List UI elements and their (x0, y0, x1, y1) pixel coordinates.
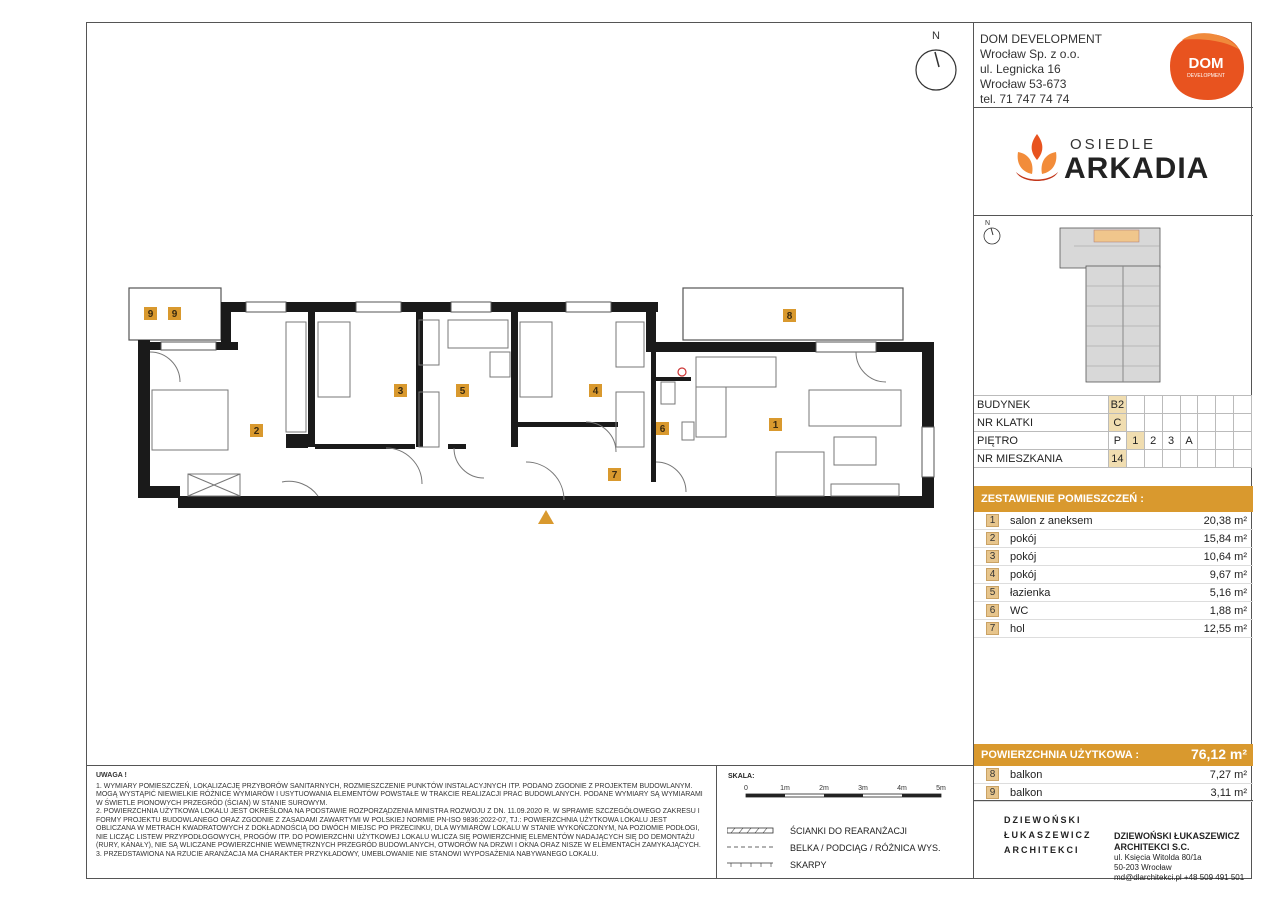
room-number: 2 (986, 532, 999, 545)
room-number: 3 (986, 550, 999, 563)
info-row-label: NR MIESZKANIA (974, 450, 1108, 468)
info-cell (1234, 432, 1252, 450)
room-row (974, 548, 1253, 566)
room-area: 10,64 m² (1203, 551, 1247, 563)
info-cell: B2 (1108, 396, 1126, 414)
compass-north-label: N (932, 30, 940, 42)
info-panel (973, 22, 1252, 882)
room-label: 9 (171, 309, 178, 320)
dom-development-logo (1164, 30, 1248, 104)
room-name: WC (1010, 605, 1029, 617)
room-name: hol (1010, 623, 1025, 635)
room-area: 1,88 m² (1209, 605, 1247, 617)
architect-logo-line-3: ARCHITEKCI (1004, 845, 1080, 855)
key-plan-compass-icon (984, 220, 1000, 244)
info-cell (1162, 450, 1180, 468)
room-row (974, 584, 1253, 602)
info-cell: 14 (1108, 450, 1126, 468)
info-cell (1216, 432, 1234, 450)
room-label: 8 (786, 311, 793, 322)
osiedle-arkadia-logo (1012, 132, 1222, 192)
info-cell (1234, 414, 1252, 432)
legend-block (717, 765, 973, 879)
info-row (974, 396, 1252, 414)
room-name: balkon (1010, 769, 1043, 781)
room-row (974, 512, 1253, 530)
svg-text:DOM: DOM (1188, 55, 1224, 72)
developer-phone: tel. 71 747 74 74 (980, 92, 1070, 106)
floor-plan (86, 22, 973, 765)
room-name: pokój (1010, 569, 1037, 581)
legend-item-rearrangement: ŚCIANKI DO REARANŻACJI (790, 826, 908, 836)
info-row (974, 450, 1252, 468)
arkadia-title: ARKADIA (1064, 152, 1210, 185)
info-cell: 3 (1162, 432, 1180, 450)
info-cell (1144, 450, 1162, 468)
room-label: 5 (459, 386, 466, 397)
architect-contact: md@dlarchitekci.pl +48 509 491 501 (1114, 873, 1245, 882)
developer-address (980, 32, 1102, 107)
info-cell (1126, 414, 1144, 432)
info-cell: P (1108, 432, 1126, 450)
room-name: pokój (1010, 551, 1037, 563)
scale-tick-label: 3m (858, 785, 868, 792)
architect-address-1: ul. Księcia Witolda 80/1a (1114, 853, 1202, 862)
room-area: 3,11 m² (1210, 787, 1247, 799)
info-cell (1198, 414, 1216, 432)
room-number: 9 (986, 786, 999, 799)
scale-bar (737, 782, 957, 806)
room-row (974, 566, 1253, 584)
architect-firm-name-2: ARCHITEKCI S.C. (1114, 842, 1190, 852)
building-key-plan (974, 216, 1253, 386)
info-row-label: BUDYNEK (974, 396, 1108, 414)
room-number: 7 (986, 622, 999, 635)
info-cell (1216, 450, 1234, 468)
notes-heading: UWAGA ! (96, 772, 127, 779)
room-area: 5,16 m² (1209, 587, 1247, 599)
architect-address-2: 50-203 Wrocław (1114, 863, 1172, 872)
legend-symbols (727, 824, 787, 872)
developer-line-3: ul. Legnicka 16 (980, 62, 1061, 76)
info-cell (1144, 414, 1162, 432)
info-cell (1180, 450, 1198, 468)
arkadia-subtitle: OSIEDLE (1070, 136, 1157, 153)
room-number: 8 (986, 768, 999, 781)
info-cell (1126, 450, 1144, 468)
notes-block (86, 765, 717, 879)
room-name: pokój (1010, 533, 1037, 545)
legend-item-beam: BELKA / PODCIĄG / RÓŻNICA WYS. (790, 843, 941, 853)
legend-item-slopes: SKARPY (790, 860, 827, 870)
entrance-marker (538, 510, 554, 524)
room-row (974, 602, 1253, 620)
room-area: 15,84 m² (1203, 533, 1247, 545)
info-cell: C (1108, 414, 1126, 432)
info-cell (1198, 432, 1216, 450)
floor-plan-drawing (86, 22, 973, 765)
balcony-list (974, 766, 1253, 802)
note-3: 3. PRZEDSTAWIONA NA RZUCIE ARANŻACJA MA CHARAKTER PRZYKŁADOWY, UMEBLOWANIE NIE STANOWI WYPOSAŻENIA NABYWANEGO LOKALU. (96, 850, 599, 858)
info-cell (1162, 414, 1180, 432)
architect-block (974, 800, 1253, 882)
scale-tick-label: 1m (780, 785, 790, 792)
scale-tick-label: 4m (897, 785, 907, 792)
architect-firm-name: DZIEWOŃSKI ŁUKASZEWICZ (1114, 831, 1240, 841)
info-cell (1126, 396, 1144, 414)
info-cell (1162, 396, 1180, 414)
usable-area-bar (974, 744, 1253, 766)
info-cell (1180, 396, 1198, 414)
room-row (974, 530, 1253, 548)
developer-line-4: Wrocław 53-673 (980, 77, 1067, 91)
room-name: salon z aneksem (1010, 515, 1093, 527)
room-number: 1 (986, 514, 999, 527)
architect-logo-line-2: ŁUKASZEWICZ (1004, 830, 1092, 840)
info-cell (1216, 414, 1234, 432)
room-list (974, 512, 1253, 638)
room-area: 20,38 m² (1203, 515, 1247, 527)
room-summary-heading: ZESTAWIENIE POMIESZCZEŃ : (974, 486, 1253, 512)
room-number: 6 (986, 604, 999, 617)
scale-tick-label: 5m (936, 785, 946, 792)
room-row (974, 620, 1253, 638)
room-label: 9 (147, 309, 154, 320)
developer-name: DOM DEVELOPMENT (980, 32, 1103, 46)
north-compass (916, 30, 956, 90)
architect-logo-line-1: DZIEWOŃSKI (1004, 815, 1082, 825)
room-area: 7,27 m² (1209, 769, 1247, 781)
room-label: 3 (397, 386, 404, 397)
info-cell: 2 (1144, 432, 1162, 450)
info-cell: 1 (1126, 432, 1144, 450)
room-row (974, 766, 1253, 784)
room-label: 2 (253, 426, 260, 437)
room-label: 7 (611, 470, 618, 481)
developer-line-2: Wrocław Sp. z o.o. (980, 47, 1080, 61)
scale-label: SKALA: (728, 773, 755, 780)
info-row-label: NR KLATKI (974, 414, 1108, 432)
info-cell (1144, 396, 1162, 414)
architect-logo (1004, 813, 1104, 858)
info-row-label: PIĘTRO (974, 432, 1108, 450)
info-cell (1198, 450, 1216, 468)
scale-tick-label: 0 (744, 785, 748, 792)
apartment-info-table (974, 395, 1252, 468)
note-2: 2. POWIERZCHNIA UŻYTKOWA LOKALU JEST OKREŚLONA NA PODSTAWIE ROZPORZĄDZENIA MINISTRA ROZWOJU Z DN. 11.09.2020 R. W SPRAWIE SZCZEGÓŁOWEGO ZAKRESU I FORMY PROJEKTU BUDOWLANEGO ORAZ ZGODNIE Z ZASADAMI ZAWARTYMI W POLSKIEJ NORMIE PN-ISO 9836:2022-07, TJ.: POWIERZCHNIA UŻYTKOWA LOKALU JEST OBLICZANA W METRACH KWADRATOWYCH Z DOKŁADNOŚCIĄ DO DWÓCH MIEJSC PO PRZECINKU, DLA WYMIARÓW LOKALU W STANIE WYKOŃCZONYM, NA POZIOMIE PODŁOGI, NIE LICZĄC LISTEW PRZYPODŁOGOWYCH, PROGÓW ITP. DO POWIERZCHNI UŻYTKOWEJ LOKALU WLICZA SIĘ POWIERZCHNIĘ ELEMENTÓW NADAJĄCYCH SIĘ DO DEMONTAŻU (RURY, KANAŁY), NIE SĄ WLICZANE POWIERZCHNIE WEWNĘTRZNYCH PRZEGRÓD BUDOWLANYCH, OTWORÓW NA DRZWI I OKNA ORAZ NISZE W ELEMENTACH ZAMYKAJĄCYCH. (96, 808, 701, 849)
walls (138, 302, 934, 508)
room-number: 5 (986, 586, 999, 599)
info-row (974, 414, 1252, 432)
arkadia-emblem-icon (1012, 132, 1062, 187)
svg-text:DEVELOPMENT: DEVELOPMENT (1187, 73, 1225, 79)
info-row (974, 432, 1252, 450)
room-number: 4 (986, 568, 999, 581)
info-cell (1216, 396, 1234, 414)
usable-area-label: POWIERZCHNIA UŻYTKOWA : (981, 749, 1140, 761)
info-cell (1234, 450, 1252, 468)
note-1: 1. WYMIARY POMIESZCZEŃ, LOKALIZACJĘ PRZYBORÓW SANITARNYCH, ROZMIESZCZENIE PUNKTÓW INSTALACYJNYCH ITP. PODANO ZGODNIE Z PROJEKTEM BUDOWLANYM. MOGĄ WYSTĄPIĆ NIEWIELKIE RÓŻNICE WYMIARÓW I USYTUOWANIA ELEMENTÓW POWSTAŁE W TRAKCIE REALIZACJI PRAC BUDOWLANYCH. PODANE WYMIARY SĄ WYMIARAMI W ŚWIETLE PIONOWYCH PRZEGRÓD (ŚCIAN) W STANIE SUROWYM. (96, 782, 703, 807)
room-name: balkon (1010, 787, 1043, 799)
room-label: 1 (772, 420, 779, 431)
room-name: łazienka (1010, 587, 1051, 599)
architect-firm (1114, 831, 1244, 883)
svg-text:N: N (985, 220, 991, 227)
room-area: 9,67 m² (1209, 569, 1247, 581)
info-cell (1234, 396, 1252, 414)
info-cell (1180, 414, 1198, 432)
info-cell: A (1180, 432, 1198, 450)
room-label: 4 (592, 386, 599, 397)
room-area: 12,55 m² (1203, 623, 1247, 635)
scale-tick-label: 2m (819, 785, 829, 792)
usable-area-value: 76,12 m² (1190, 746, 1247, 762)
room-label: 6 (659, 424, 666, 435)
info-cell (1198, 396, 1216, 414)
